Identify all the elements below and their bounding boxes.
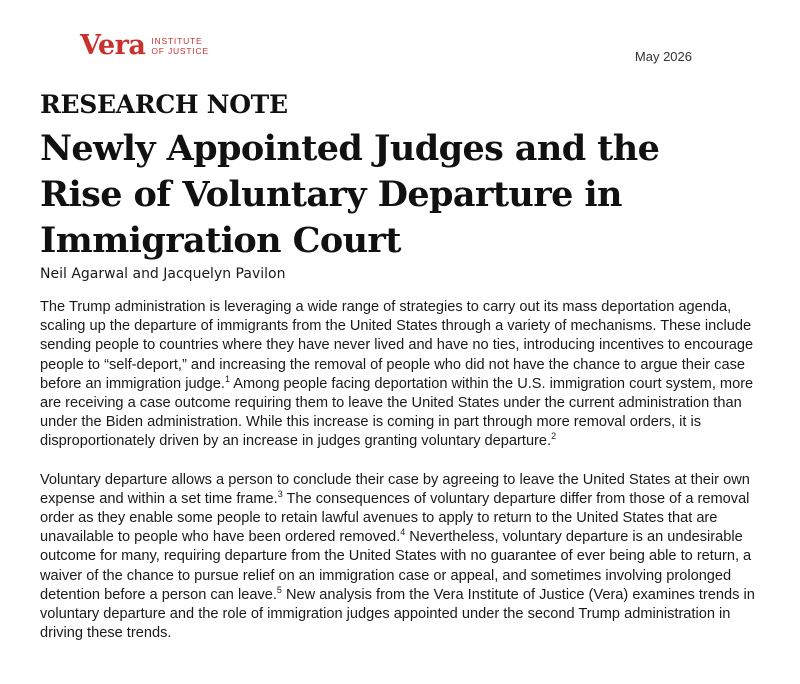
footnote-ref-1[interactable]: 1 xyxy=(224,373,230,384)
paragraph-2-text-c: Nevertheless, voluntary departure is an undesirable outcome for many, requiring departure from the United States with no guarantee of ever being able to return, a waiver of the chance to pursue relief on an immigration case or appeal, and sometimes involving prolonged detention before a person can leave. xyxy=(40,529,752,603)
paragraph-2-text-d: New analysis from the Vera Institute of Justice (Vera) examines trends in voluntary departure and the role of immigration judges appointed under the second Trump administration in driving these trends. xyxy=(40,586,755,642)
body-text xyxy=(40,298,756,662)
logo-subtitle-line2: OF JUSTICE xyxy=(151,45,209,56)
paragraph-2-text-b: The consequences of voluntary departure differ from those of a removal order as they enable some people to retain lawful avenues to apply to return to the United States that are unavailable to people who have been ordered removed. xyxy=(40,490,750,546)
authors-line: Neil Agarwal and Jacquelyn Pavilon xyxy=(40,266,286,282)
paragraph-1 xyxy=(40,298,756,452)
footnote-ref-2[interactable]: 2 xyxy=(551,431,557,442)
logo-wordmark: Vera xyxy=(80,30,146,61)
paragraph-2 xyxy=(40,471,756,644)
footnote-ref-5[interactable]: 5 xyxy=(276,584,282,595)
logo-subtitle xyxy=(151,36,209,56)
paragraph-1-text-a: The Trump administration is leveraging a wide range of strategies to carry out its mass deportation agenda, scaling up the departure of immigrants from the United States through a variety of mechanisms. These include sending people to countries where they have never lived and have no ties, introducing incentives to encourage people to “self-deport,” and increasing the removal of people who did not have the chance to argue their case before an immigration judge. xyxy=(40,299,754,392)
vera-logo xyxy=(80,32,209,59)
document-title: Newly Appointed Judges and the Rise of Voluntary Departure in Immigration Court xyxy=(40,128,660,261)
logo-subtitle-line1: INSTITUTE xyxy=(151,35,203,46)
document-type-label: RESEARCH NOTE xyxy=(40,90,288,119)
paragraph-1-text-b: Among people facing deportation within the U.S. immigration court system, more are receiving a case outcome requiring them to leave the United States under the current administration than under the Biden administration. While this increase is coming in part through more removal orders, it is disproportionately driven by an increase in judges granting voluntary departure. xyxy=(40,375,754,450)
publication-date: May 2026 xyxy=(634,49,692,64)
footnote-ref-4[interactable]: 4 xyxy=(400,527,406,538)
paragraph-2-text-a: Voluntary departure allows a person to conclude their case by agreeing to leave the United States at their own expense and within a set time frame. xyxy=(40,471,750,507)
document-header xyxy=(40,0,748,72)
footnote-ref-3[interactable]: 3 xyxy=(277,488,283,499)
